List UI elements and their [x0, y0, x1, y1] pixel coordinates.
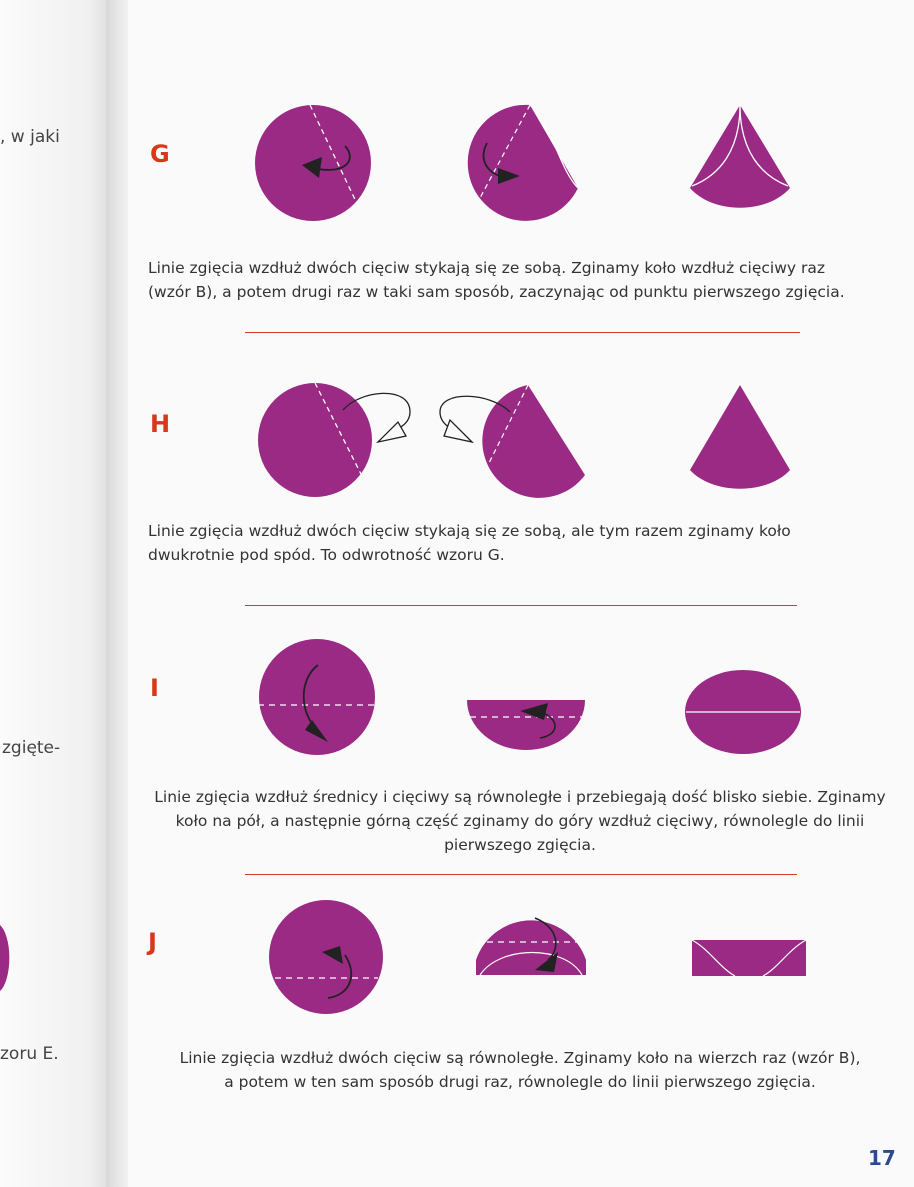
figure-h1-circle-fold-under [258, 383, 410, 497]
description-line: Linie zgięcia wzdłuż średnicy i cięciwy są równoległe i przebiegają dość blisko siebie. Zginamy [154, 788, 886, 806]
section-letter-j: J [148, 928, 157, 956]
description-line: Linie zgięcia wzdłuż dwóch cięciw są równoległe. Zginamy koło na wierzch raz (wzór B), [179, 1049, 861, 1067]
left-page-text-fragment: , w jaki [0, 127, 60, 147]
figure-i3-result [685, 670, 801, 754]
page-number: 17 [868, 1146, 896, 1170]
description-line: dwukrotnie pod spód. To odwrotność wzoru G. [148, 546, 505, 564]
section-letter-g: G [150, 140, 170, 168]
figure-g1-circle-with-chord-fold [255, 105, 371, 221]
description-line: Linie zgięcia wzdłuż dwóch cięciw stykają się ze sobą. Zginamy koło wzdłuż cięciwy raz [148, 259, 825, 277]
section-g-description [148, 256, 878, 304]
section-divider [245, 332, 800, 333]
section-h-description [148, 519, 878, 567]
left-page-text-fragment: zgięte- [2, 738, 61, 758]
figure-i2-half-circle [467, 700, 585, 750]
section-divider [245, 605, 797, 606]
section-i-description [140, 785, 900, 857]
section-letter-i: I [150, 674, 159, 702]
figure-g2-first-fold [468, 105, 578, 221]
description-line: a potem w ten sam sposób drugi raz, równolegle do linii pierwszego zgięcia. [224, 1073, 816, 1091]
figure-j3-result [692, 940, 806, 976]
figure-h2-first-fold-under [440, 385, 585, 498]
left-page-text-fragment: zoru E. [0, 1044, 59, 1064]
figure-i1-circle-diameter-fold [258, 639, 376, 755]
description-line: koło na pół, a następnie górną część zginamy do góry wzdłuż cięciwy, równolegle do linii [175, 812, 865, 830]
description-line: Linie zgięcia wzdłuż dwóch cięciw stykają się ze sobą, ale tym razem zginamy koło [148, 522, 791, 540]
section-letter-h: H [150, 410, 171, 438]
section-j-description [140, 1046, 900, 1094]
description-line: pierwszego zgięcia. [444, 836, 596, 854]
figure-h3-result [690, 385, 790, 489]
section-divider [245, 874, 797, 875]
description-line: (wzór B), a potem drugi raz w taki sam sposób, zaczynając od punktu pierwszego zgięcia. [148, 283, 845, 301]
figure-g3-result [690, 105, 790, 208]
figure-j2-first-fold [476, 918, 586, 975]
figure-j1-circle-chord-fold [269, 900, 383, 1014]
